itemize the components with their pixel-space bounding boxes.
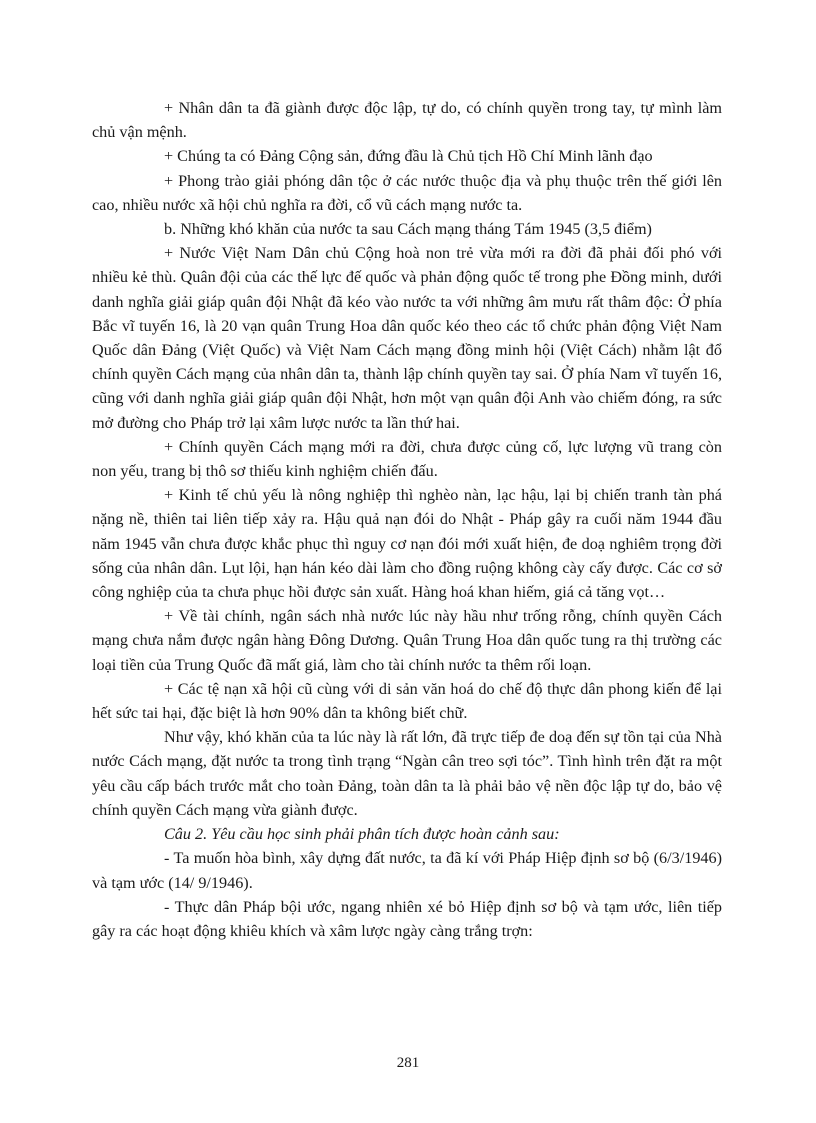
paragraph-enemies: + Nước Việt Nam Dân chủ Cộng hoà non trẻ vừa mới ra đời đã phải đối phó với nhiều kẻ thù. Quân đội của các thế lực đế quốc và phản động quốc tế trong phe Đồng minh, dưới danh nghĩa giải giáp quân đội Nhật đã kéo vào nước ta với những âm mưu rất thâm độc: Ở phía Bắc vĩ tuyến 16, là 20 vạn quân Trung Hoa dân quốc kéo theo các tổ chức phản động Việt Nam Quốc dân Đảng (Việt Quốc) và Việt Nam Cách mạng đồng minh hội (Việt Cách) nhằm lật đổ chính quyền Cách mạng của nhân dân ta, thành lập chính quyền tay sai. Ở phía Nam vĩ tuyến 16, cũng với danh nghĩa giải giáp quân đội Nhật, hơn một vạn quân đội Anh vào chiếm đóng, ra sức mở đường cho Pháp trở lại xâm lược nước ta lần thứ hai. [92, 244, 722, 432]
paragraph-government: + Chính quyền Cách mạng mới ra đời, chưa được củng cố, lực lượng vũ trang còn non yếu, trang bị thô sơ thiếu kinh nghiệm chiến đấu. [92, 437, 722, 481]
paragraph-french-betrayal: - Thực dân Pháp bội ước, ngang nhiên xé bỏ Hiệp định sơ bộ và tạm ước, liên tiếp gây ra các hoạt động khiêu khích và xâm lược ngày càng trắng trợn: [92, 897, 722, 940]
paragraph-conclusion: Như vậy, khó khăn của ta lúc này là rất lớn, đã trực tiếp đe doạ đến sự tồn tại của Nhà nước Cách mạng, đặt nước ta trong tình trạng “Ngàn cân treo sợi tóc”. Tình hình trên đặt ra một yêu cầu cấp bách trước mắt cho toàn Đảng, toàn dân ta là phải bảo vệ nền độc lập tự do, bảo vệ chính quyền Cách mạng vừa giành được. [92, 728, 722, 819]
paragraph-liberation-movement: + Phong trào giải phóng dân tộc ở các nước thuộc địa và phụ thuộc trên thế giới lên cao, nhiều nước xã hội chủ nghĩa ra đời, cổ vũ cách mạng nước ta. [92, 171, 722, 214]
paragraph-independence: + Nhân dân ta đã giành được độc lập, tự do, có chính quyền trong tay, tự mình làm chủ vận mệnh. [92, 99, 722, 142]
paragraph-peace-agreement: - Ta muốn hòa bình, xây dựng đất nước, ta đã kí với Pháp Hiệp định sơ bộ (6/3/1946) và tạm ước (14/ 9/1946). [92, 849, 722, 892]
question-2-heading: Câu 2. Yêu cầu học sinh phải phân tích được hoàn cảnh sau: [164, 825, 560, 844]
paragraph-party-leadership: + Chúng ta có Đảng Cộng sản, đứng đầu là Chủ tịch Hồ Chí Minh lãnh đạo [164, 147, 653, 166]
paragraph-social-ills: + Các tệ nạn xã hội cũ cùng với di sản văn hoá do chế độ thực dân phong kiến để lại hết sức tai hại, đặc biệt là hơn 90% dân ta không biết chữ. [92, 679, 722, 723]
paragraph-economy: + Kinh tế chủ yếu là nông nghiệp thì nghèo nàn, lạc hậu, lại bị chiến tranh tàn phá nặng nề, thiên tai liên tiếp xảy ra. Hậu quả nạn đói do Nhật - Pháp gây ra cuối năm 1944 đầu năm 1945 vẫn chưa được khắc phục thì nguy cơ nạn đói mới xuất hiện, đe doạ nghiêm trọng đời sống của nhân dân. Lụt lội, hạn hán kéo dài làm cho đồng ruộng không cày cấy được. Các cơ sở công nghiệp của ta chưa phục hồi được sản xuất. Hàng hoá khan hiếm, giá cả tăng vọt… [92, 486, 722, 602]
document-page [92, 96, 722, 943]
page-number: 281 [396, 1055, 420, 1071]
section-heading-difficulties: b. Những khó khăn của nước ta sau Cách mạng tháng Tám 1945 (3,5 điểm) [164, 220, 652, 239]
paragraph-finance: + Về tài chính, ngân sách nhà nước lúc này hầu như trống rỗng, chính quyền Cách mạng chưa nắm được ngân hàng Đông Dương. Quân Trung Hoa dân quốc tung ra thị trường các loại tiền của Trung Quốc đã mất giá, làm cho tài chính nước ta thêm rối loạn. [92, 607, 722, 674]
